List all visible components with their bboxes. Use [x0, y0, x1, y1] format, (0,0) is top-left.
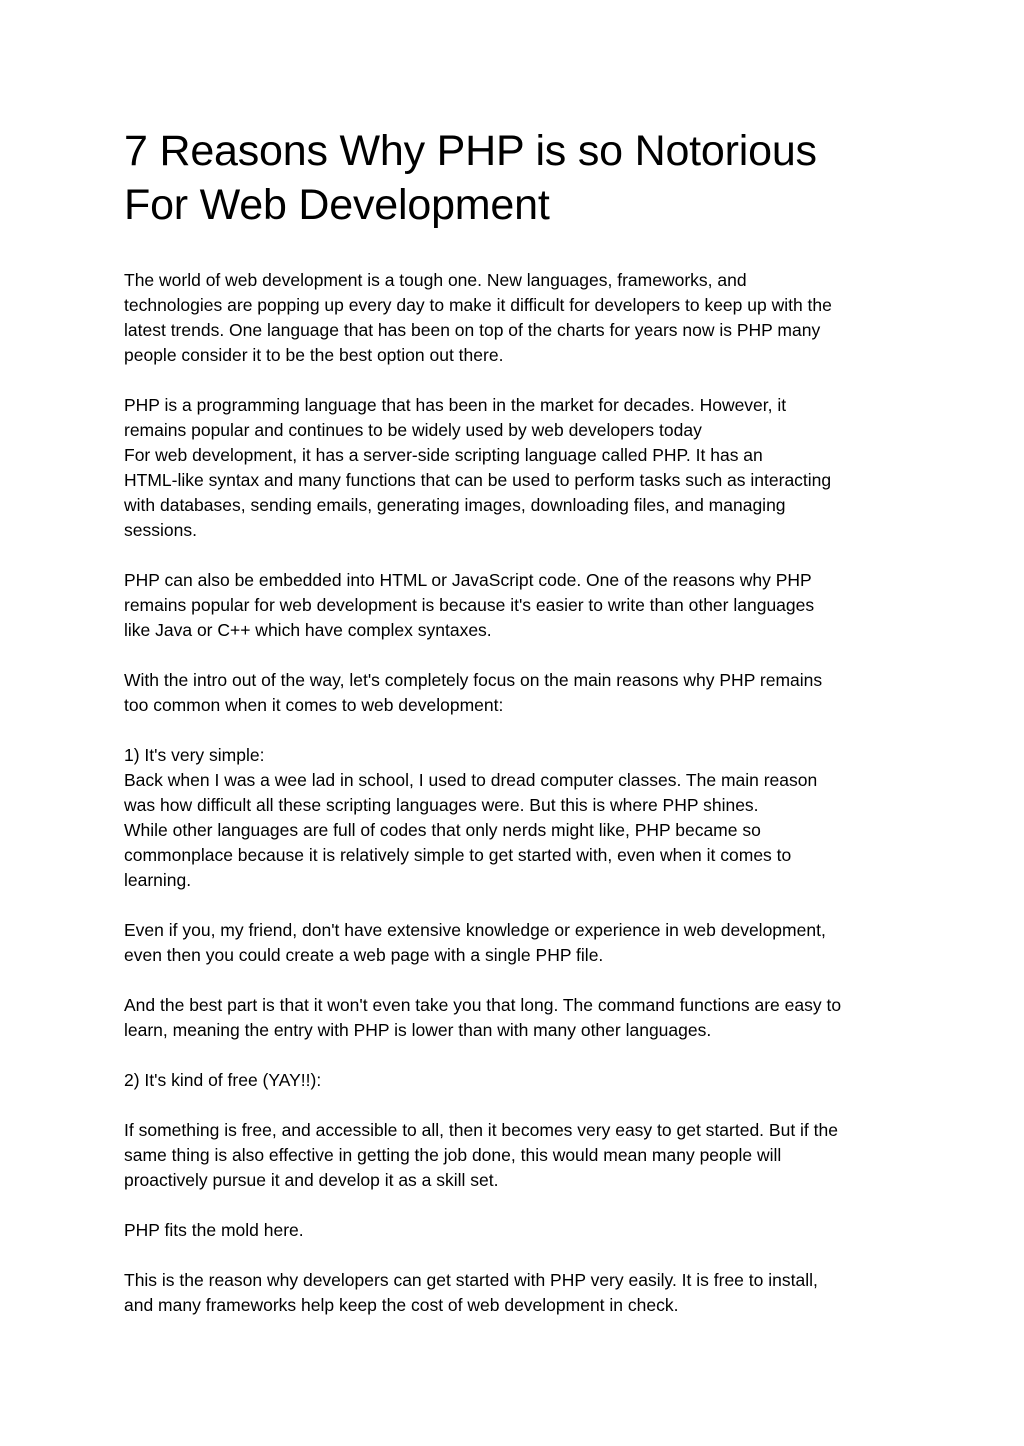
text-line: commonplace because it is relatively simple to get started with, even when it comes to: [124, 845, 792, 865]
paragraph-free-install: [124, 1268, 914, 1318]
text-line: learn, meaning the entry with PHP is lower than with many other languages.: [124, 1020, 712, 1040]
text-line: remains popular for web development is because it's easier to write than other languages: [124, 595, 815, 615]
text-line: With the intro out of the way, let's completely focus on the main reasons why PHP remains: [124, 670, 823, 690]
text-line: and many frameworks help keep the cost of web development in check.: [124, 1295, 679, 1315]
paragraph-fits-mold: [124, 1218, 914, 1243]
text-line: PHP fits the mold here.: [124, 1220, 304, 1240]
document-page: [124, 124, 914, 1343]
text-line: This is the reason why developers can get started with PHP very easily. It is free to install,: [124, 1270, 818, 1290]
document-title: [124, 124, 914, 232]
text-line: with databases, sending emails, generating images, downloading files, and managing: [124, 495, 786, 515]
text-line: HTML-like syntax and many functions that can be used to perform tasks such as interacting: [124, 470, 832, 490]
text-line: technologies are popping up every day to make it difficult for developers to keep up with the: [124, 295, 832, 315]
text-line: sessions.: [124, 520, 197, 540]
paragraph-reason-2-heading: [124, 1068, 914, 1093]
text-line: Back when I was a wee lad in school, I used to dread computer classes. The main reason: [124, 770, 818, 790]
paragraph-best-part: [124, 993, 914, 1043]
text-line: learning.: [124, 870, 192, 890]
text-line: And the best part is that it won't even take you that long. The command functions are easy to: [124, 995, 842, 1015]
text-line: While other languages are full of codes that only nerds might like, PHP became so: [124, 820, 761, 840]
text-line: remains popular and continues to be widely used by web developers today: [124, 420, 702, 440]
title-line: 7 Reasons Why PHP is so Notorious: [124, 127, 817, 175]
text-line: was how difficult all these scripting languages were. But this is where PHP shines.: [124, 795, 759, 815]
paragraph-no-experience: [124, 918, 914, 968]
text-line: Even if you, my friend, don't have extensive knowledge or experience in web development,: [124, 920, 826, 940]
title-line: For Web Development: [124, 181, 550, 229]
paragraph-transition: [124, 668, 914, 718]
text-line: latest trends. One language that has been on top of the charts for years now is PHP many: [124, 320, 821, 340]
section-heading: 2) It's kind of free (YAY!!):: [124, 1070, 322, 1090]
text-line: For web development, it has a server-side scripting language called PHP. It has an: [124, 445, 763, 465]
paragraph-intro: [124, 268, 914, 368]
text-line: proactively pursue it and develop it as a skill set.: [124, 1170, 499, 1190]
text-line: like Java or C++ which have complex syntaxes.: [124, 620, 492, 640]
text-line: The world of web development is a tough one. New languages, frameworks, and: [124, 270, 747, 290]
paragraph-reason-1: [124, 743, 914, 893]
text-line: same thing is also effective in getting the job done, this would mean many people will: [124, 1145, 782, 1165]
text-line: people consider it to be the best option out there.: [124, 345, 504, 365]
section-heading: 1) It's very simple:: [124, 745, 265, 765]
text-line: If something is free, and accessible to all, then it becomes very easy to get started. But if the: [124, 1120, 838, 1140]
paragraph-free: [124, 1118, 914, 1193]
document-body: [124, 268, 914, 1318]
paragraph-embedding: [124, 568, 914, 643]
text-line: PHP is a programming language that has been in the market for decades. However, it: [124, 395, 787, 415]
text-line: PHP can also be embedded into HTML or JavaScript code. One of the reasons why PHP: [124, 570, 812, 590]
paragraph-php-overview: [124, 393, 914, 543]
text-line: even then you could create a web page with a single PHP file.: [124, 945, 604, 965]
text-line: too common when it comes to web development:: [124, 695, 504, 715]
